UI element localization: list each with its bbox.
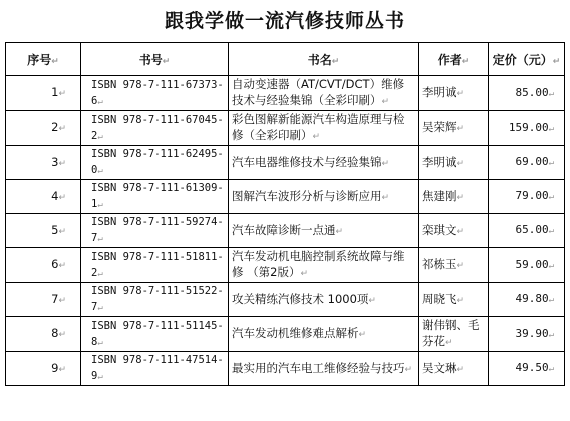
book-table (5, 42, 565, 386)
cell-name: 彩色图解新能源汽车构造原理与检修（全彩印刷）↵ (229, 111, 419, 146)
cell-idx: 2↵ (6, 111, 81, 146)
cell-isbn: ISBN 978-7-111-59274-7↵ (81, 214, 229, 248)
cell-name: 汽车发动机维修难点解析↵ (229, 317, 419, 352)
table-row (6, 76, 565, 111)
cell-author: 栾琪文↵ (419, 214, 489, 248)
cell-isbn: ISBN 978-7-111-61309-1↵ (81, 180, 229, 214)
header-author: 作者↵ (419, 43, 489, 76)
table-row (6, 283, 565, 317)
table-row (6, 317, 565, 352)
cell-author: 祁栋玉↵ (419, 248, 489, 283)
table-row (6, 180, 565, 214)
cell-isbn: ISBN 978-7-111-51811-2↵ (81, 248, 229, 283)
header-name: 书名↵ (229, 43, 419, 76)
cell-price: 59.00↵ (489, 248, 565, 283)
cell-isbn: ISBN 978-7-111-67045-2↵ (81, 111, 229, 146)
cell-price: 39.90↵ (489, 317, 565, 352)
cell-author: 焦建刚↵ (419, 180, 489, 214)
header-isbn: 书号↵ (81, 43, 229, 76)
cell-idx: 3↵ (6, 146, 81, 180)
cell-price: 69.00↵ (489, 146, 565, 180)
cell-name: 汽车故障诊断一点通↵ (229, 214, 419, 248)
cell-idx: 9↵ (6, 352, 81, 386)
cell-price: 49.80↵ (489, 283, 565, 317)
header-idx: 序号↵ (6, 43, 81, 76)
cell-isbn: ISBN 978-7-111-51145-8↵ (81, 317, 229, 352)
table-row (6, 146, 565, 180)
cell-isbn: ISBN 978-7-111-67373-6↵ (81, 76, 229, 111)
cell-idx: 4↵ (6, 180, 81, 214)
cell-name: 自动变速器（AT/CVT/DCT）维修技术与经验集锦（全彩印刷）↵ (229, 76, 419, 111)
cell-author: 李明诚↵ (419, 146, 489, 180)
cell-idx: 6↵ (6, 248, 81, 283)
cell-name: 汽车电器维修技术与经验集锦↵ (229, 146, 419, 180)
cell-author: 谢伟钢、毛芬花↵ (419, 317, 489, 352)
cell-name: 最实用的汽车电工维修经验与技巧↵ (229, 352, 419, 386)
cell-price: 65.00↵ (489, 214, 565, 248)
cell-price: 85.00↵ (489, 76, 565, 111)
cell-name: 攻关精练汽修技术 1000项↵ (229, 283, 419, 317)
cell-price: 159.00↵ (489, 111, 565, 146)
table-header-row (6, 43, 565, 76)
cell-idx: 5↵ (6, 214, 81, 248)
cell-isbn: ISBN 978-7-111-47514-9↵ (81, 352, 229, 386)
table-row (6, 352, 565, 386)
cell-price: 49.50↵ (489, 352, 565, 386)
table-row (6, 214, 565, 248)
cell-idx: 1↵ (6, 76, 81, 111)
table-row (6, 248, 565, 283)
cell-author: 吴文琳↵ (419, 352, 489, 386)
table-row (6, 111, 565, 146)
cell-author: 李明诚↵ (419, 76, 489, 111)
cell-name: 汽车发动机电脑控制系统故障与维修 （第2版）↵ (229, 248, 419, 283)
cell-idx: 8↵ (6, 317, 81, 352)
cell-author: 吴荣辉↵ (419, 111, 489, 146)
cell-author: 周晓飞↵ (419, 283, 489, 317)
cell-idx: 7↵ (6, 283, 81, 317)
cell-name: 图解汽车波形分析与诊断应用↵ (229, 180, 419, 214)
header-price: 定价（元）↵ (489, 43, 565, 76)
cell-price: 79.00↵ (489, 180, 565, 214)
page-title: 跟我学做一流汽修技师丛书 (164, 10, 405, 32)
cell-isbn: ISBN 978-7-111-62495-0↵ (81, 146, 229, 180)
cell-isbn: ISBN 978-7-111-51522-7↵ (81, 283, 229, 317)
